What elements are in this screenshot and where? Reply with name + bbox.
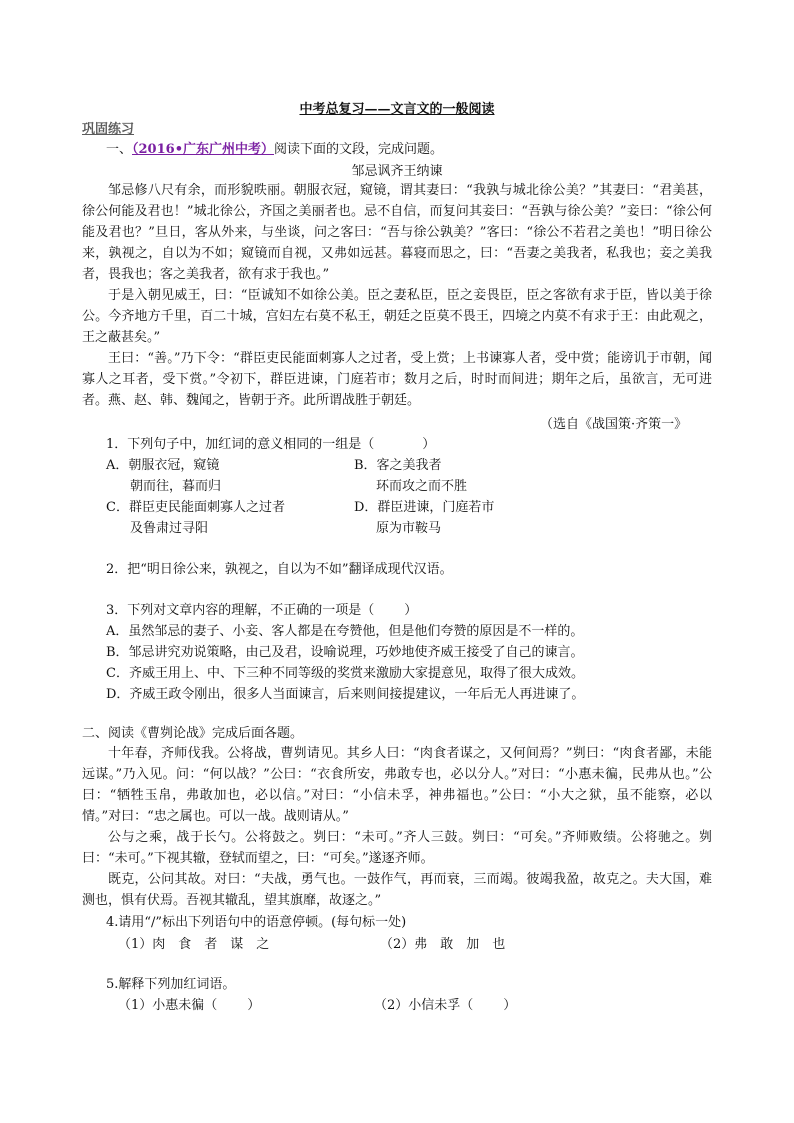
q3-option-c: C．齐威王用上、中、下三种不同等级的奖赏来激励大家提意见，取得了很大成效。 <box>106 666 584 681</box>
q3-option-b: B．邹忌讲究劝说策略，由己及君，设喻说理，巧妙地使齐威王接受了自己的谏言。 <box>106 645 584 660</box>
citation: （选自《战国策·齐策一》 <box>540 417 688 432</box>
question-2: 2．把“明日徐公来，孰视之，自以为不如”翻译成现代汉语。 <box>106 562 453 577</box>
part2-heading: 二、阅读《曹刿论战》完成后面各题。 <box>82 726 304 741</box>
q4-item-2: （2）弗 敢 加 也 <box>380 937 506 952</box>
question-4-stem: 4.请用“/”标出下列语句中的语意停顿。(每句标一处) <box>106 915 407 930</box>
question-1-stem: 1．下列句子中，加红词的意义相同的一组是（ ） <box>106 437 436 452</box>
part1-heading <box>106 138 443 157</box>
section-heading: 巩固练习 <box>82 122 135 137</box>
passage-paragraph: 既克，公问其故。对曰：“夫战，勇气也。一鼓作气，再而衰，三而竭。彼竭我盈，故克之。夫大国，难测也，惧有伏焉。吾视其辙乱，望其旗靡，故逐之。” <box>82 872 712 908</box>
q1-option-c2: 及鲁肃过寻阳 <box>130 521 209 536</box>
q1-option-d1: D．群臣进谏，门庭若市 <box>354 500 495 515</box>
page-title: 中考总复习——文言文的一般阅读 <box>299 102 495 117</box>
part1-prefix: 一、 <box>106 142 133 157</box>
q1-option-b1: B．客之美我者 <box>354 458 442 473</box>
q5-item-1: （1）小惠未徧（ ） <box>118 998 261 1013</box>
q1-option-b2: 环而攻之而不胜 <box>376 479 468 494</box>
question-5-stem: 5.解释下列加红词语。 <box>106 977 236 992</box>
q1-option-c1: C．群臣吏民能面刺寡人之过者 <box>106 500 285 515</box>
q1-option-a1: A．朝服衣冠，窥镜 <box>106 458 220 473</box>
passage-title: 邹忌讽齐王纳谏 <box>351 164 443 179</box>
passage-paragraph: 十年春，齐师伐我。公将战，曹刿请见。其乡人曰：“肉食者谋之，又何间焉？”刿曰：“肉食者鄙，未能远谋。”乃入见。问：“何以战？”公曰：“衣食所安，弗敢专也，必以分人。”对曰：“小惠未徧，民弗从也。”公曰：“牺牲玉帛，弗敢加也，必以信。”对曰：“小信未孚，神弗福也。”公曰：“小大之狱，虽不能察，必以情。”对曰：“忠之属也。可以一战。战则请从。” <box>82 746 712 824</box>
part1-instruction: 阅读下面的文段，完成问题。 <box>274 142 444 157</box>
passage-paragraph: 王曰：“善。”乃下令：“群臣吏民能面刺寡人之过者，受上赏；上书谏寡人者，受中赏；能谤讥于市朝，闻寡人之耳者，受下赏。”令初下，群臣进谏，门庭若市；数月之后，时时而间进；期年之后，虽欲言，无可进者。燕、赵、韩、魏闻之，皆朝于齐。此所谓战胜于朝廷。 <box>82 351 712 408</box>
source-label: （2016•广东广州中考） <box>132 142 275 157</box>
passage-paragraph: 邹忌修八尺有余，而形貌昳丽。朝服衣冠，窥镜，谓其妻曰：“我孰与城北徐公美？”其妻曰：“君美甚，徐公何能及君也！”城北徐公，齐国之美丽者也。忌不自信，而复问其妾曰：“吾孰与徐公美？”妾曰：“徐公何能及君也？”旦日，客从外来，与坐谈，问之客曰：“吾与徐公孰美？”客曰：“徐公不若君之美也！”明日徐公来，孰视之，自以为不如；窥镜而自视，又弗如远甚。暮寝而思之，曰：“吾妻之美我者，私我也；妾之美我者，畏我也；客之美我者，欲有求于我也。” <box>82 183 712 282</box>
q5-item-2: （2）小信未孚（ ） <box>374 998 517 1013</box>
q1-option-a2: 朝而往，暮而归 <box>130 479 222 494</box>
q3-option-d: D．齐威王政令刚出，很多人当面谏言，后来则间接提建议，一年后无人再进谏了。 <box>106 687 585 702</box>
q1-option-d2: 原为市鞍马 <box>376 521 442 536</box>
passage-paragraph: 于是入朝见威王，曰：“臣诚知不如徐公美。臣之妻私臣，臣之妾畏臣，臣之客欲有求于臣，皆以美于徐公。今齐地方千里，百二十城，宫妇左右莫不私王，朝廷之臣莫不畏王，四境之内莫不有求于王：由此观之，王之蔽甚矣。” <box>82 288 712 345</box>
question-3-stem: 3．下列对文章内容的理解，不正确的一项是（ ） <box>106 603 418 618</box>
passage-paragraph: 公与之乘，战于长勺。公将鼓之。刿曰：“未可。”齐人三鼓。刿曰：“可矣。”齐师败绩。公将驰之。刿曰：“未可。”下视其辙，登轼而望之，曰：“可矣。”遂逐齐师。 <box>82 830 712 866</box>
q3-option-a: A．虽然邹忌的妻子、小妾、客人都是在夸赞他，但是他们夸赞的原因是不一样的。 <box>106 624 584 639</box>
q4-item-1: （1）肉 食 者 谋 之 <box>118 937 270 952</box>
